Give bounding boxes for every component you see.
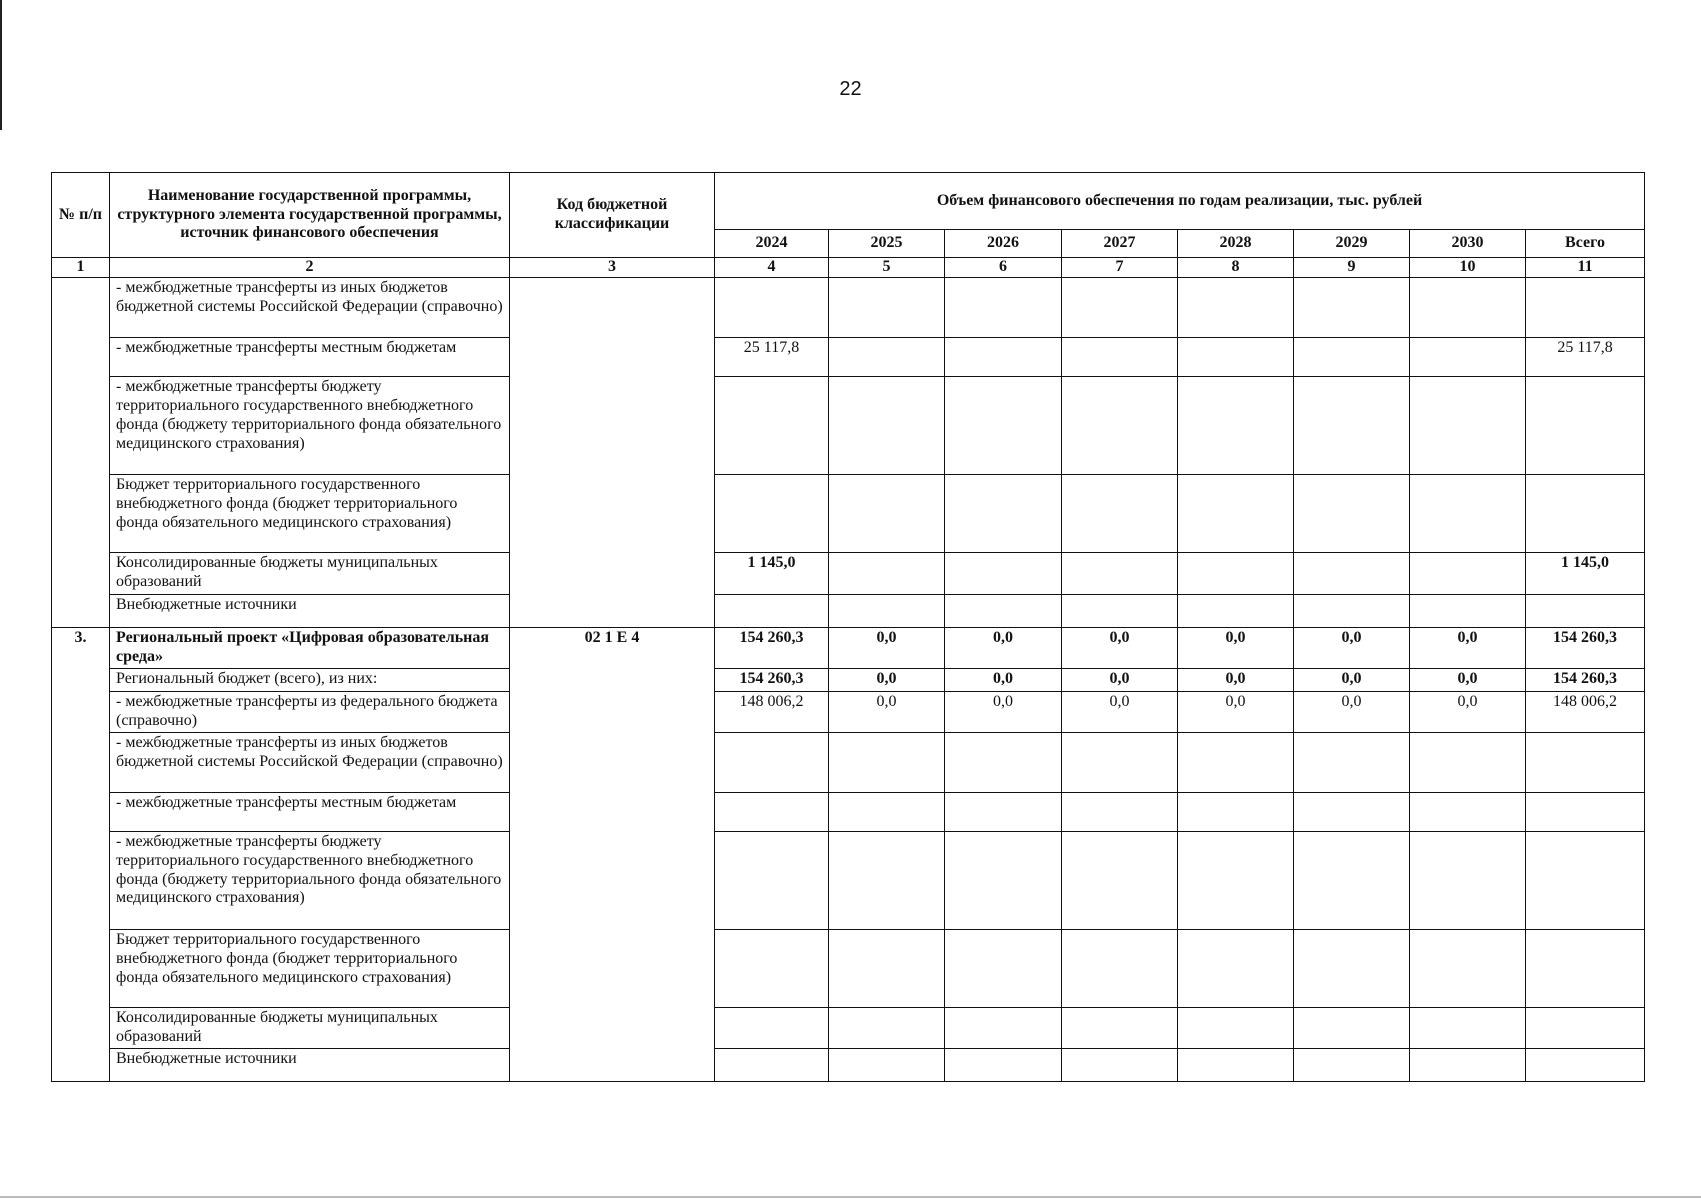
- value-cell: 148 006,2: [1526, 692, 1645, 733]
- value-cell: [1062, 831, 1178, 929]
- value-cell: 0,0: [1062, 692, 1178, 733]
- table-row: [52, 278, 1645, 338]
- value-cell: [1410, 377, 1526, 475]
- column-index-1: 1: [52, 258, 110, 278]
- column-index-6: 6: [945, 258, 1062, 278]
- value-cell: [1410, 1007, 1526, 1048]
- value-cell: 0,0: [1178, 628, 1294, 669]
- column-index-4: 4: [715, 258, 829, 278]
- value-cell: 0,0: [829, 669, 945, 692]
- header-number: № п/п: [52, 173, 110, 258]
- value-cell: [1062, 553, 1178, 595]
- value-cell: [1410, 929, 1526, 1007]
- value-cell: [1062, 929, 1178, 1007]
- source-name: Региональный проект «Цифровая образовательная среда»: [110, 628, 510, 669]
- column-index-5: 5: [829, 258, 945, 278]
- value-cell: [1526, 595, 1645, 628]
- value-cell: [1294, 553, 1410, 595]
- page-number: 22: [839, 78, 862, 100]
- value-cell: 0,0: [1410, 692, 1526, 733]
- value-cell: 0,0: [945, 628, 1062, 669]
- value-cell: [1178, 929, 1294, 1007]
- value-cell: [1410, 595, 1526, 628]
- header-volume: Объем финансового обеспечения по годам реализации, тыс. рублей: [715, 173, 1645, 230]
- header-year-2: 2026: [945, 230, 1062, 258]
- value-cell: [715, 929, 829, 1007]
- value-cell: [945, 1007, 1062, 1048]
- source-name: Консолидированные бюджеты муниципальных образований: [110, 1007, 510, 1048]
- header-kbk: Код бюджетной классификации: [510, 173, 715, 258]
- value-cell: 154 260,3: [1526, 669, 1645, 692]
- table-row: [52, 628, 1645, 669]
- value-cell: [1526, 1048, 1645, 1081]
- scan-edge-line: [0, 0, 2, 130]
- value-cell: 0,0: [1178, 669, 1294, 692]
- table-row: [52, 669, 1645, 692]
- value-cell: 1 145,0: [1526, 553, 1645, 595]
- table-row: [52, 475, 1645, 553]
- source-name: - межбюджетные трансферты из иных бюджетов бюджетной системы Российской Федерации (справочно): [110, 278, 510, 338]
- value-cell: 0,0: [1294, 628, 1410, 669]
- value-cell: 0,0: [1062, 669, 1178, 692]
- value-cell: [1410, 831, 1526, 929]
- value-cell: [1178, 278, 1294, 338]
- row-number: [52, 278, 110, 628]
- value-cell: [1294, 278, 1410, 338]
- value-cell: [1526, 475, 1645, 553]
- value-cell: 154 260,3: [715, 669, 829, 692]
- column-index-10: 10: [1410, 258, 1526, 278]
- value-cell: [829, 475, 945, 553]
- table-row: [52, 692, 1645, 733]
- value-cell: [1062, 792, 1178, 831]
- value-cell: [715, 278, 829, 338]
- value-cell: [945, 595, 1062, 628]
- value-cell: [1062, 475, 1178, 553]
- value-cell: [1294, 1007, 1410, 1048]
- value-cell: 154 260,3: [715, 628, 829, 669]
- value-cell: [1410, 792, 1526, 831]
- value-cell: 0,0: [829, 692, 945, 733]
- value-cell: [1410, 1048, 1526, 1081]
- column-index-9: 9: [1294, 258, 1410, 278]
- value-cell: [829, 553, 945, 595]
- value-cell: [829, 278, 945, 338]
- value-cell: 0,0: [1178, 692, 1294, 733]
- value-cell: [945, 929, 1062, 1007]
- value-cell: [1526, 377, 1645, 475]
- value-cell: [945, 1048, 1062, 1081]
- financing-table: [51, 172, 1645, 1082]
- header-year-4: 2028: [1178, 230, 1294, 258]
- table-row: [52, 1048, 1645, 1081]
- value-cell: [829, 377, 945, 475]
- column-index-7: 7: [1062, 258, 1178, 278]
- header-year-5: 2029: [1294, 230, 1410, 258]
- table-row: [52, 792, 1645, 831]
- value-cell: [1294, 377, 1410, 475]
- value-cell: [829, 929, 945, 1007]
- header-year-0: 2024: [715, 230, 829, 258]
- value-cell: [1178, 831, 1294, 929]
- value-cell: [945, 278, 1062, 338]
- value-cell: 0,0: [1294, 692, 1410, 733]
- header-year-3: 2027: [1062, 230, 1178, 258]
- table-row: [52, 929, 1645, 1007]
- value-cell: 25 117,8: [715, 338, 829, 377]
- value-cell: [1178, 377, 1294, 475]
- value-cell: 0,0: [945, 669, 1062, 692]
- table-row: [52, 732, 1645, 792]
- value-cell: [715, 792, 829, 831]
- value-cell: [715, 475, 829, 553]
- value-cell: 0,0: [1410, 628, 1526, 669]
- scan-bottom-line: [0, 1196, 1701, 1198]
- value-cell: [829, 338, 945, 377]
- value-cell: [1178, 792, 1294, 831]
- value-cell: [1526, 1007, 1645, 1048]
- value-cell: [1294, 475, 1410, 553]
- value-cell: [1062, 377, 1178, 475]
- value-cell: [1178, 338, 1294, 377]
- value-cell: 0,0: [829, 628, 945, 669]
- value-cell: [1294, 595, 1410, 628]
- value-cell: [945, 831, 1062, 929]
- value-cell: 25 117,8: [1526, 338, 1645, 377]
- value-cell: [1178, 732, 1294, 792]
- value-cell: [1410, 338, 1526, 377]
- column-index-3: 3: [510, 258, 715, 278]
- value-cell: [715, 831, 829, 929]
- budget-code: [510, 278, 715, 628]
- value-cell: [829, 792, 945, 831]
- header-row-index: [52, 258, 1645, 278]
- source-name: Внебюджетные источники: [110, 595, 510, 628]
- table-row: [52, 553, 1645, 595]
- value-cell: [1410, 553, 1526, 595]
- header-name: Наименование государственной программы, структурного элемента государственной программы, источник финансового обеспечения: [110, 173, 510, 258]
- value-cell: [1410, 475, 1526, 553]
- source-name: Консолидированные бюджеты муниципальных образований: [110, 553, 510, 595]
- value-cell: [1062, 732, 1178, 792]
- value-cell: [715, 595, 829, 628]
- value-cell: [715, 377, 829, 475]
- value-cell: [1062, 1007, 1178, 1048]
- value-cell: [1294, 1048, 1410, 1081]
- column-index-2: 2: [110, 258, 510, 278]
- value-cell: [1178, 1007, 1294, 1048]
- value-cell: [1062, 278, 1178, 338]
- value-cell: [1294, 831, 1410, 929]
- value-cell: [829, 732, 945, 792]
- column-index-8: 8: [1178, 258, 1294, 278]
- source-name: Бюджет территориального государственного внебюджетного фонда (бюджет территориального фонда обязательного медицинского страхования): [110, 929, 510, 1007]
- value-cell: [1178, 1048, 1294, 1081]
- value-cell: 1 145,0: [715, 553, 829, 595]
- value-cell: [1526, 792, 1645, 831]
- value-cell: [1526, 278, 1645, 338]
- value-cell: [1294, 732, 1410, 792]
- value-cell: 0,0: [945, 692, 1062, 733]
- header-year-1: 2025: [829, 230, 945, 258]
- value-cell: [1178, 553, 1294, 595]
- value-cell: [1062, 338, 1178, 377]
- value-cell: [715, 1007, 829, 1048]
- source-name: - межбюджетные трансферты местным бюджетам: [110, 792, 510, 831]
- source-name: - межбюджетные трансферты из иных бюджетов бюджетной системы Российской Федерации (справочно): [110, 732, 510, 792]
- value-cell: [829, 595, 945, 628]
- value-cell: [715, 1048, 829, 1081]
- value-cell: [945, 732, 1062, 792]
- table-row: [52, 595, 1645, 628]
- table-row: [52, 1007, 1645, 1048]
- value-cell: [945, 377, 1062, 475]
- value-cell: [1410, 278, 1526, 338]
- value-cell: [1178, 595, 1294, 628]
- value-cell: [1178, 475, 1294, 553]
- source-name: - межбюджетные трансферты бюджету территориального государственного внебюджетного фонда (бюджету территориального фонда обязательного медицинского страхования): [110, 831, 510, 929]
- value-cell: [715, 732, 829, 792]
- value-cell: 148 006,2: [715, 692, 829, 733]
- value-cell: 0,0: [1062, 628, 1178, 669]
- value-cell: [1294, 929, 1410, 1007]
- source-name: - межбюджетные трансферты местным бюджетам: [110, 338, 510, 377]
- value-cell: [1526, 831, 1645, 929]
- value-cell: [1526, 732, 1645, 792]
- column-index-11: 11: [1526, 258, 1645, 278]
- source-name: - межбюджетные трансферты из федерального бюджета (справочно): [110, 692, 510, 733]
- value-cell: 0,0: [1410, 669, 1526, 692]
- source-name: - межбюджетные трансферты бюджету территориального государственного внебюджетного фонда (бюджету территориального фонда обязательного медицинского страхования): [110, 377, 510, 475]
- value-cell: [1062, 1048, 1178, 1081]
- value-cell: [1294, 792, 1410, 831]
- table-row: [52, 377, 1645, 475]
- table-row: [52, 338, 1645, 377]
- row-number: 3.: [52, 628, 110, 1082]
- value-cell: [945, 792, 1062, 831]
- value-cell: [1294, 338, 1410, 377]
- header-year-7: Всего: [1526, 230, 1645, 258]
- value-cell: [829, 831, 945, 929]
- value-cell: [1410, 732, 1526, 792]
- value-cell: [945, 553, 1062, 595]
- value-cell: 0,0: [1294, 669, 1410, 692]
- value-cell: [829, 1007, 945, 1048]
- value-cell: [829, 1048, 945, 1081]
- source-name: Бюджет территориального государственного внебюджетного фонда (бюджет территориального фонда обязательного медицинского страхования): [110, 475, 510, 553]
- value-cell: [945, 475, 1062, 553]
- value-cell: [945, 338, 1062, 377]
- source-name: Региональный бюджет (всего), из них:: [110, 669, 510, 692]
- header-year-6: 2030: [1410, 230, 1526, 258]
- value-cell: [1526, 929, 1645, 1007]
- source-name: Внебюджетные источники: [110, 1048, 510, 1081]
- table-row: [52, 831, 1645, 929]
- header-row-1: [52, 173, 1645, 230]
- value-cell: [1062, 595, 1178, 628]
- value-cell: 154 260,3: [1526, 628, 1645, 669]
- budget-code: 02 1 Е 4: [510, 628, 715, 1082]
